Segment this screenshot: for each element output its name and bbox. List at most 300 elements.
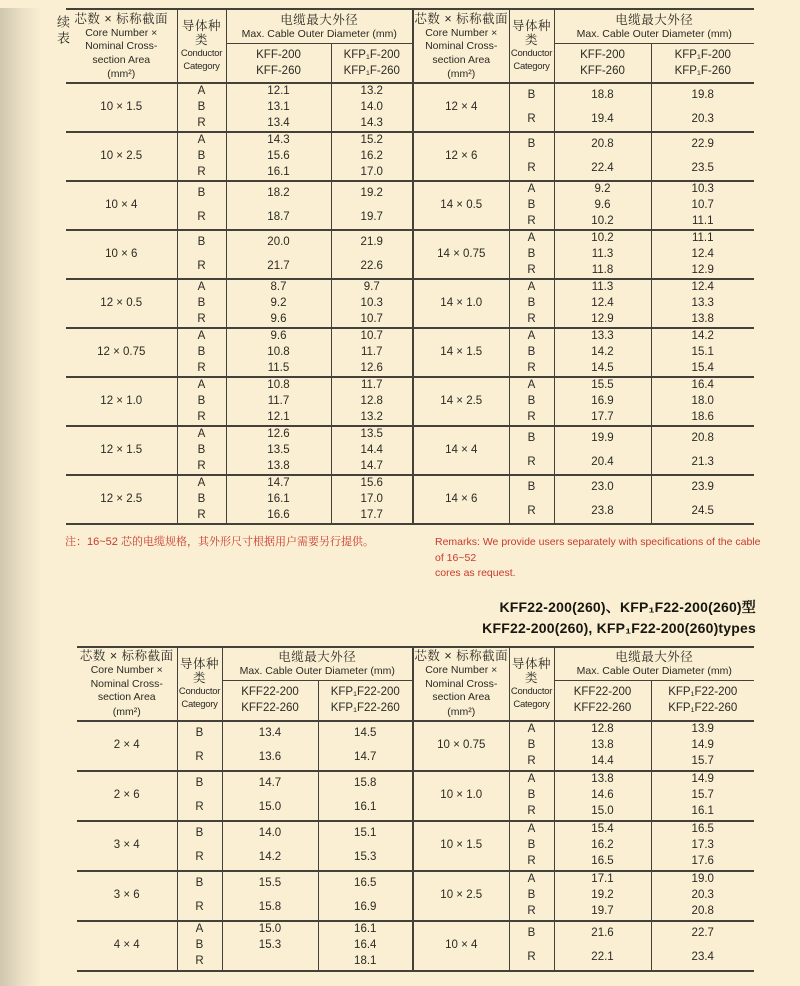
kff-value-cell [554,181,651,230]
kfp-value-cell [651,871,754,921]
size-cell [413,377,509,426]
kff-model-cell [554,43,651,83]
diameter-value: 21.6 [591,927,614,939]
kff-value-cell [226,475,331,524]
diameter-value: 23.0 [591,481,614,494]
conductor-category: B [195,727,204,739]
diameter-value: 11.1 [691,214,714,227]
diameter-value: 16.1 [267,165,290,178]
size-header-en2: Nominal Cross- [425,677,498,690]
table2-right-header-row1 [413,647,754,681]
diameter-value: 16.5 [354,877,377,889]
diameter-value: 13.2 [360,85,383,98]
conductor-cell [509,721,554,771]
kff-value-cell [554,132,651,181]
conductor-category: R [197,116,206,129]
size-group-row [77,771,412,821]
size-value: 2 × 4 [113,739,140,751]
diameter-value: 13.3 [691,296,714,309]
diameter-value: 15.1 [691,345,714,358]
diameter-value: 23.8 [591,504,614,517]
conductor-category: B [197,296,206,309]
diameter-value: 23.9 [691,481,714,494]
diameter-value: 15.3 [258,939,282,951]
conductor-category: R [527,410,536,423]
diameter-value: 14.9 [691,739,714,751]
diameter-value: 16.4 [354,939,377,951]
table2-right [412,646,754,972]
kff-model-line2: KFF-260 [256,64,301,77]
size-value: 10 × 4 [105,199,138,211]
kfp-value-cell [331,279,412,328]
conductor-header-cn2: 类 [194,33,208,47]
diameter-value: 14.4 [591,755,614,767]
diameter-value: 9.6 [270,330,287,343]
size-group-row [413,721,754,771]
diameter-value: 11.7 [267,394,290,407]
conductor-category: B [197,100,206,113]
size-cell [66,132,177,181]
diameter-value: 22.7 [691,927,714,939]
size-value: 3 × 4 [113,839,140,851]
diameter-value: 10.7 [360,312,383,325]
kff-value-cell [554,279,651,328]
diameter-value: 10.7 [691,198,714,211]
kff-value-cell [554,230,651,279]
diameter-value: 15.5 [591,379,614,392]
kfp-value-cell [651,328,754,377]
kfp-value-cell [331,328,412,377]
table1 [66,8,800,525]
diameter-value: 9.6 [594,198,611,211]
diameter-value: 12.6 [360,361,383,374]
kfp-model-line2: KFP₁F-260 [674,64,731,77]
conductor-category: R [527,951,536,963]
diameter-value: 13.5 [267,443,290,456]
diameter-value: 14.2 [691,330,714,343]
kff-value-cell [226,279,331,328]
table2-left-header-row1 [77,647,412,681]
conductor-category: A [195,923,204,935]
size-value: 3 × 6 [113,889,140,901]
diameter-header-cell [222,647,412,681]
conductor-category: R [527,504,536,517]
conductor-cell [509,771,554,821]
conductor-header-cn1: 导体种 [181,19,221,33]
conductor-category: A [527,773,536,785]
diameter-value: 12.4 [691,281,714,294]
size-group-row [66,475,412,524]
diameter-value: 9.2 [594,183,611,196]
conductor-category: A [527,183,536,196]
conductor-cell [177,83,226,132]
size-group-row [413,426,754,475]
conductor-category: A [197,477,206,490]
conductor-cell [509,328,554,377]
kff-value-cell [554,475,651,524]
kfp22-model-line2: KFP₁F22-260 [668,702,738,715]
conductor-category: B [527,89,536,102]
size-group-row [413,181,754,230]
diameter-value: 20.3 [691,112,714,125]
size-cell [77,821,177,871]
size-value: 12 × 2.5 [100,493,143,505]
size-header-en2: Nominal Cross- [85,40,158,53]
size-value: 10 × 1.5 [100,101,143,113]
diameter-value: 13.4 [258,727,282,739]
diameter-value: 16.1 [354,801,377,813]
diameter-value: 14.0 [360,100,383,113]
conductor-cell [177,771,222,821]
size-header-en1: Core Number × [90,664,163,677]
diameter-value: 10.3 [360,296,383,309]
kfp22-model-cell [318,681,412,721]
conductor-header-cell [509,647,554,721]
size-group-row [66,132,412,181]
kff22-model-line2: KFF22-260 [573,702,632,715]
conductor-category: R [527,161,536,174]
diameter-value: 14.7 [267,477,290,490]
conductor-cell [177,821,222,871]
diameter-value: 9.6 [270,312,287,325]
size-cell [77,771,177,821]
diameter-value: 13.8 [591,773,614,785]
kfp-value-cell [331,181,412,230]
diameter-value: 19.2 [591,889,614,901]
diameter-value: 20.8 [691,432,714,445]
section-title-cn: KFF22-200(260)、KFP₁F22-200(260)型 [499,598,756,615]
size-value: 10 × 6 [105,248,138,260]
diameter-value: 19.0 [691,873,714,885]
continuation-table-label: 续表 [55,15,70,47]
size-header-en3: section Area [92,53,151,66]
kfp-value-cell [651,377,754,426]
kff-value-cell [222,921,318,971]
kfp22-model-line1: KFP₁F22-200 [668,686,738,699]
diameter-value: 17.1 [591,873,614,885]
conductor-cell [177,230,226,279]
size-cell [413,328,509,377]
size-value: 12 × 0.75 [97,346,146,358]
conductor-category: A [197,85,206,98]
diameter-header-cn: 电缆最大外径 [615,12,694,27]
kff-value-cell [222,821,318,871]
kfp-value-cell [318,821,412,871]
size-cell [66,279,177,328]
size-header-cn: 芯数 × 标称截面 [414,649,509,664]
diameter-value: 14.2 [591,345,614,358]
size-group-row [413,771,754,821]
conductor-category: B [197,187,206,200]
size-cell [66,475,177,524]
diameter-value: 24.5 [691,504,714,517]
kfp-model-cell [651,43,754,83]
diameter-value: 16.9 [354,901,377,913]
size-value: 12 × 4 [445,101,478,113]
diameter-value: 14.7 [360,459,383,472]
diameter-value: 9.7 [363,281,380,294]
diameter-value: 15.0 [591,805,614,817]
diameter-value: 13.6 [258,751,282,763]
kff-model-cell [226,43,331,83]
conductor-category: B [195,827,204,839]
kfp-model-line1: KFP₁F-200 [674,48,731,61]
size-value: 14 × 4 [445,444,478,456]
conductor-header-cell [177,647,222,721]
diameter-value: 21.9 [360,236,383,249]
conductor-category: B [527,247,536,260]
conductor-category: B [195,777,204,789]
remarks-english [435,535,765,582]
conductor-header-cell [509,9,554,83]
size-value: 10 × 2.5 [100,150,143,162]
size-cell [66,230,177,279]
conductor-category: B [527,927,536,939]
size-value: 10 × 1.0 [440,789,483,801]
conductor-header-en1: Conductor [180,48,223,59]
diameter-value: 14.5 [354,727,377,739]
diameter-value: 8.7 [270,281,287,294]
diameter-value: 16.2 [360,149,383,162]
kfp-value-cell [331,230,412,279]
conductor-category: R [527,112,536,125]
conductor-category: R [527,214,536,227]
conductor-header-en2: Category [181,698,218,710]
diameter-value: 12.6 [267,428,290,441]
size-value: 14 × 1.5 [440,346,483,358]
diameter-header-cn: 电缆最大外径 [278,650,357,664]
diameter-value: 14.5 [591,361,614,374]
table2-right-body [413,721,754,971]
conductor-category: R [527,805,536,817]
diameter-value: 21.7 [267,259,290,272]
diameter-header-en: Max. Cable Outer Diameter (mm) [576,665,732,677]
conductor-header-en2: Category [513,61,550,72]
conductor-header-cn2: 类 [524,33,538,47]
size-cell [413,132,509,181]
diameter-value: 11.3 [591,247,614,260]
conductor-category: A [527,823,536,835]
conductor-cell [177,921,222,971]
conductor-cell [509,279,554,328]
kfp-value-cell [331,83,412,132]
kfp-value-cell [331,475,412,524]
kfp-model-line2: KFP₁F-260 [343,64,400,77]
kff-value-cell [226,377,331,426]
kfp-value-cell [651,132,754,181]
conductor-category: R [195,955,204,967]
diameter-value: 15.7 [691,755,714,767]
kff-value-cell [226,328,331,377]
size-value: 12 × 0.5 [100,297,143,309]
conductor-category: R [527,361,536,374]
kff-value-cell [554,821,651,871]
diameter-value: 17.0 [360,492,383,505]
conductor-header-cn1: 导体种 [179,656,219,671]
table1-right-header-row1 [413,9,754,43]
remarks-english-line2: cores as request. [435,567,516,579]
conductor-category: A [197,379,206,392]
diameter-value: 18.0 [691,394,714,407]
size-group-row [77,821,412,871]
kfp-value-cell [651,83,754,132]
diameter-value: 15.0 [258,801,282,813]
conductor-category: B [527,198,536,211]
kff-model-line1: KFF-200 [580,48,625,61]
diameter-value: 14.0 [258,827,282,839]
diameter-value: 14.3 [267,134,290,147]
diameter-value: 15.7 [691,789,714,801]
diameter-value: 13.4 [267,116,290,129]
conductor-category: A [527,873,536,885]
size-group-row [413,921,754,971]
size-header-unit: (mm²) [112,705,141,718]
diameter-value: 15.2 [360,134,383,147]
size-header-cn: 芯数 × 标称截面 [74,11,169,26]
diameter-value: 15.3 [354,851,377,863]
conductor-header-en1: Conductor [178,685,221,697]
diameter-value: 18.8 [591,89,614,102]
kfp-value-cell [651,821,754,871]
diameter-value: 13.8 [591,739,614,751]
kfp-value-cell [318,771,412,821]
remarks-row [65,535,800,582]
conductor-category: B [527,889,536,901]
conductor-category: R [197,459,206,472]
conductor-category: R [527,455,536,468]
diameter-value: 15.1 [354,827,377,839]
kfp-value-cell [331,132,412,181]
kfp22-model-cell [651,681,754,721]
conductor-category: B [197,492,206,505]
size-cell [413,279,509,328]
conductor-category: A [527,379,536,392]
size-group-row [66,83,412,132]
size-header-en3: section Area [432,691,491,704]
size-group-row [77,921,412,971]
diameter-value: 13.8 [691,312,714,325]
kfp-value-cell [651,426,754,475]
table2-left-body [77,721,412,971]
diameter-value: 20.8 [691,905,714,917]
size-cell [413,871,509,921]
conductor-cell [509,181,554,230]
kff22-model-line1: KFF22-200 [573,686,632,699]
size-cell [413,771,509,821]
diameter-value: 11.3 [591,281,614,294]
conductor-category: R [527,263,536,276]
diameter-value: 19.8 [691,89,714,102]
size-cell [413,83,509,132]
diameter-header-en: Max. Cable Outer Diameter (mm) [239,665,395,677]
diameter-value: 9.2 [270,296,287,309]
size-group-row [413,821,754,871]
diameter-value: 17.3 [691,839,714,851]
kfp-value-cell [318,921,412,971]
table1-left-body [66,83,412,524]
diameter-value: 16.5 [691,823,714,835]
conductor-cell [177,279,226,328]
conductor-category: R [527,755,536,767]
kff-model-line2: KFF-260 [580,64,625,77]
size-value: 12 × 1.5 [100,444,143,456]
conductor-header-en2: Category [183,61,220,72]
size-cell [77,721,177,771]
diameter-value: 16.2 [591,839,614,851]
conductor-category: R [195,751,204,763]
conductor-category: A [197,428,206,441]
diameter-value: 15.6 [267,149,290,162]
section-title-en: KFF22-200(260), KFP₁F22-200(260)types [482,619,756,636]
diameter-value: 15.4 [691,361,714,374]
size-value: 4 × 4 [113,939,140,951]
diameter-value: 23.4 [691,951,714,963]
kff-value-cell [554,771,651,821]
kff-value-cell [554,377,651,426]
diameter-value: 16.9 [591,394,614,407]
kff-value-cell [222,771,318,821]
size-cell [413,426,509,475]
size-cell [77,871,177,921]
diameter-value: 16.5 [591,855,614,867]
conductor-cell [509,475,554,524]
diameter-value: 18.2 [267,187,290,200]
size-header-en2: Nominal Cross- [425,40,498,53]
diameter-value: 12.1 [267,85,290,98]
diameter-value: 11.7 [360,345,383,358]
conductor-category: A [527,723,536,735]
conductor-cell [177,377,226,426]
conductor-header-en1: Conductor [510,685,553,697]
kff-value-cell [554,328,651,377]
size-group-row [66,328,412,377]
diameter-header-en: Max. Cable Outer Diameter (mm) [241,27,397,40]
kfp-value-cell [331,426,412,475]
conductor-category: B [195,939,204,951]
kff-value-cell [554,426,651,475]
diameter-value: 18.1 [354,955,377,967]
diameter-value: 17.6 [691,855,714,867]
diameter-value: 10.7 [360,330,383,343]
conductor-category: B [197,236,206,249]
kff-value-cell [222,721,318,771]
table1-right [412,8,754,525]
kff-value-cell [226,230,331,279]
conductor-category: R [197,361,206,374]
diameter-value: 17.7 [591,410,614,423]
conductor-header-cell [177,9,226,83]
conductor-category: R [197,165,206,178]
table2-left [77,646,412,972]
size-value: 14 × 0.5 [440,199,483,211]
diameter-value: 16.1 [691,805,714,817]
kff22-model-cell [222,681,318,721]
diameter-value: 21.3 [691,455,714,468]
conductor-cell [177,426,226,475]
size-header-en1: Core Number × [425,664,498,677]
diameter-header-cn: 电缆最大外径 [280,12,359,27]
diameter-header-cell [226,9,412,43]
kff-value-cell [226,181,331,230]
diameter-value: 16.6 [267,508,290,521]
size-cell [413,475,509,524]
diameter-value: 14.7 [258,777,282,789]
diameter-value: 11.8 [591,263,614,276]
size-value: 10 × 0.75 [437,739,486,751]
diameter-value: 13.5 [360,428,383,441]
size-value: 14 × 1.0 [440,297,483,309]
size-header-en2: Nominal Cross- [90,677,163,690]
